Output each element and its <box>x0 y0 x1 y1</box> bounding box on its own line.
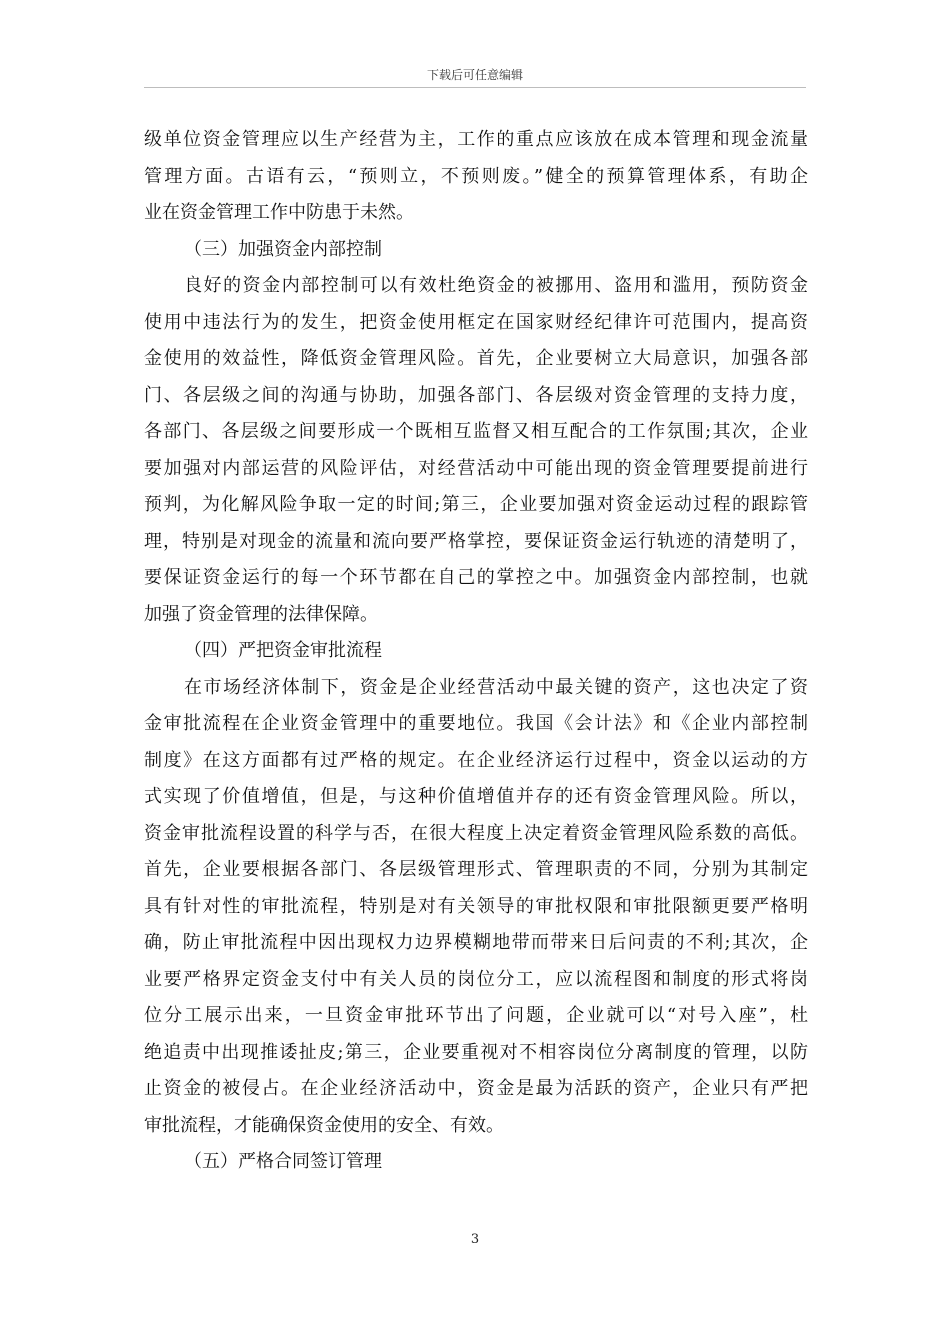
text-line: 金审批流程在企业资金管理中的重要地位。我国《会计法》和《企业内部控制 <box>144 713 808 734</box>
text-line: 式实现了价值增值，但是，与这种价值增值并存的还有资金管理风险。所以， <box>144 786 808 807</box>
text-line: 止资金的被侵占。在企业经济活动中，资金是最为活跃的资产，企业只有严把 <box>144 1078 808 1099</box>
text-line: 金使用的效益性，降低资金管理风险。首先，企业要树立大局意识，加强各部 <box>144 348 808 369</box>
text-line: 业要严格界定资金支付中有关人员的岗位分工，应以流程图和制度的形式将岗 <box>144 968 808 990</box>
text-line: 使用中违法行为的发生，把资金使用框定在国家财经纪律许可范围内，提高资 <box>144 311 808 333</box>
text-line: 要保证资金运行的每一个环节都在自己的掌控之中。加强资金内部控制，也就 <box>144 567 808 588</box>
page-header: 下载后可任意编辑 <box>426 68 523 82</box>
text-line: 首先，企业要根据各部门、各层级管理形式、管理职责的不同，分别为其制定 <box>144 859 808 880</box>
text-line: （四）严把资金审批流程 <box>184 640 382 661</box>
text-line: 管理方面。古语有云，“预则立，不预则废。”健全的预算管理体系，有助企 <box>144 165 808 187</box>
page-number: 3 <box>470 1232 480 1247</box>
text-line: 在市场经济体制下，资金是企业经营活动中最关键的资产，这也决定了资 <box>184 676 808 698</box>
text-line: 预判，为化解风险争取一定的时间;第三，企业要加强对资金运动过程的跟踪管 <box>144 494 808 515</box>
header-divider <box>144 87 806 88</box>
text-line: 制度》在这方面都有过严格的规定。在企业经济运行过程中，资金以运动的方 <box>144 749 808 771</box>
text-line: 级单位资金管理应以生产经营为主，工作的重点应该放在成本管理和现金流量 <box>144 129 808 150</box>
text-line: （三）加强资金内部控制 <box>184 238 382 260</box>
text-line: 各部门、各层级之间要形成一个既相互监督又相互配合的工作氛围;其次，企业 <box>144 421 808 442</box>
text-line: 资金审批流程设置的科学与否，在很大程度上决定着资金管理风险系数的高低。 <box>144 822 808 844</box>
text-line: 具有针对性的审批流程，特别是对有关领导的审批权限和审批限额更要严格明 <box>144 895 808 917</box>
text-line: （五）严格合同签订管理 <box>184 1151 382 1172</box>
text-line: 门、各层级之间的沟通与协助，加强各部门、各层级对资金管理的支持力度， <box>144 384 808 406</box>
text-line: 良好的资金内部控制可以有效杜绝资金的被挪用、盗用和滥用，预防资金 <box>184 275 808 296</box>
text-line: 业在资金管理工作中防患于未然。 <box>144 202 414 223</box>
text-line: 审批流程，才能确保资金使用的安全、有效。 <box>144 1114 504 1136</box>
text-line: 确，防止审批流程中因出现权力边界模糊地带而带来日后问责的不利;其次，企 <box>144 932 808 953</box>
text-line: 位分工展示出来，一旦资金审批环节出了问题，企业就可以“对号入座”，杜 <box>144 1005 808 1026</box>
text-line: 理，特别是对现金的流量和流向要严格掌控，要保证资金运行轨迹的清楚明了， <box>144 530 808 552</box>
text-line: 要加强对内部运营的风险评估，对经营活动中可能出现的资金管理要提前进行 <box>144 457 808 479</box>
text-line: 绝追责中出现推诿扯皮;第三，企业要重视对不相容岗位分离制度的管理，以防 <box>144 1041 808 1063</box>
document-body <box>144 122 808 1181</box>
text-line: 加强了资金管理的法律保障。 <box>144 603 378 625</box>
